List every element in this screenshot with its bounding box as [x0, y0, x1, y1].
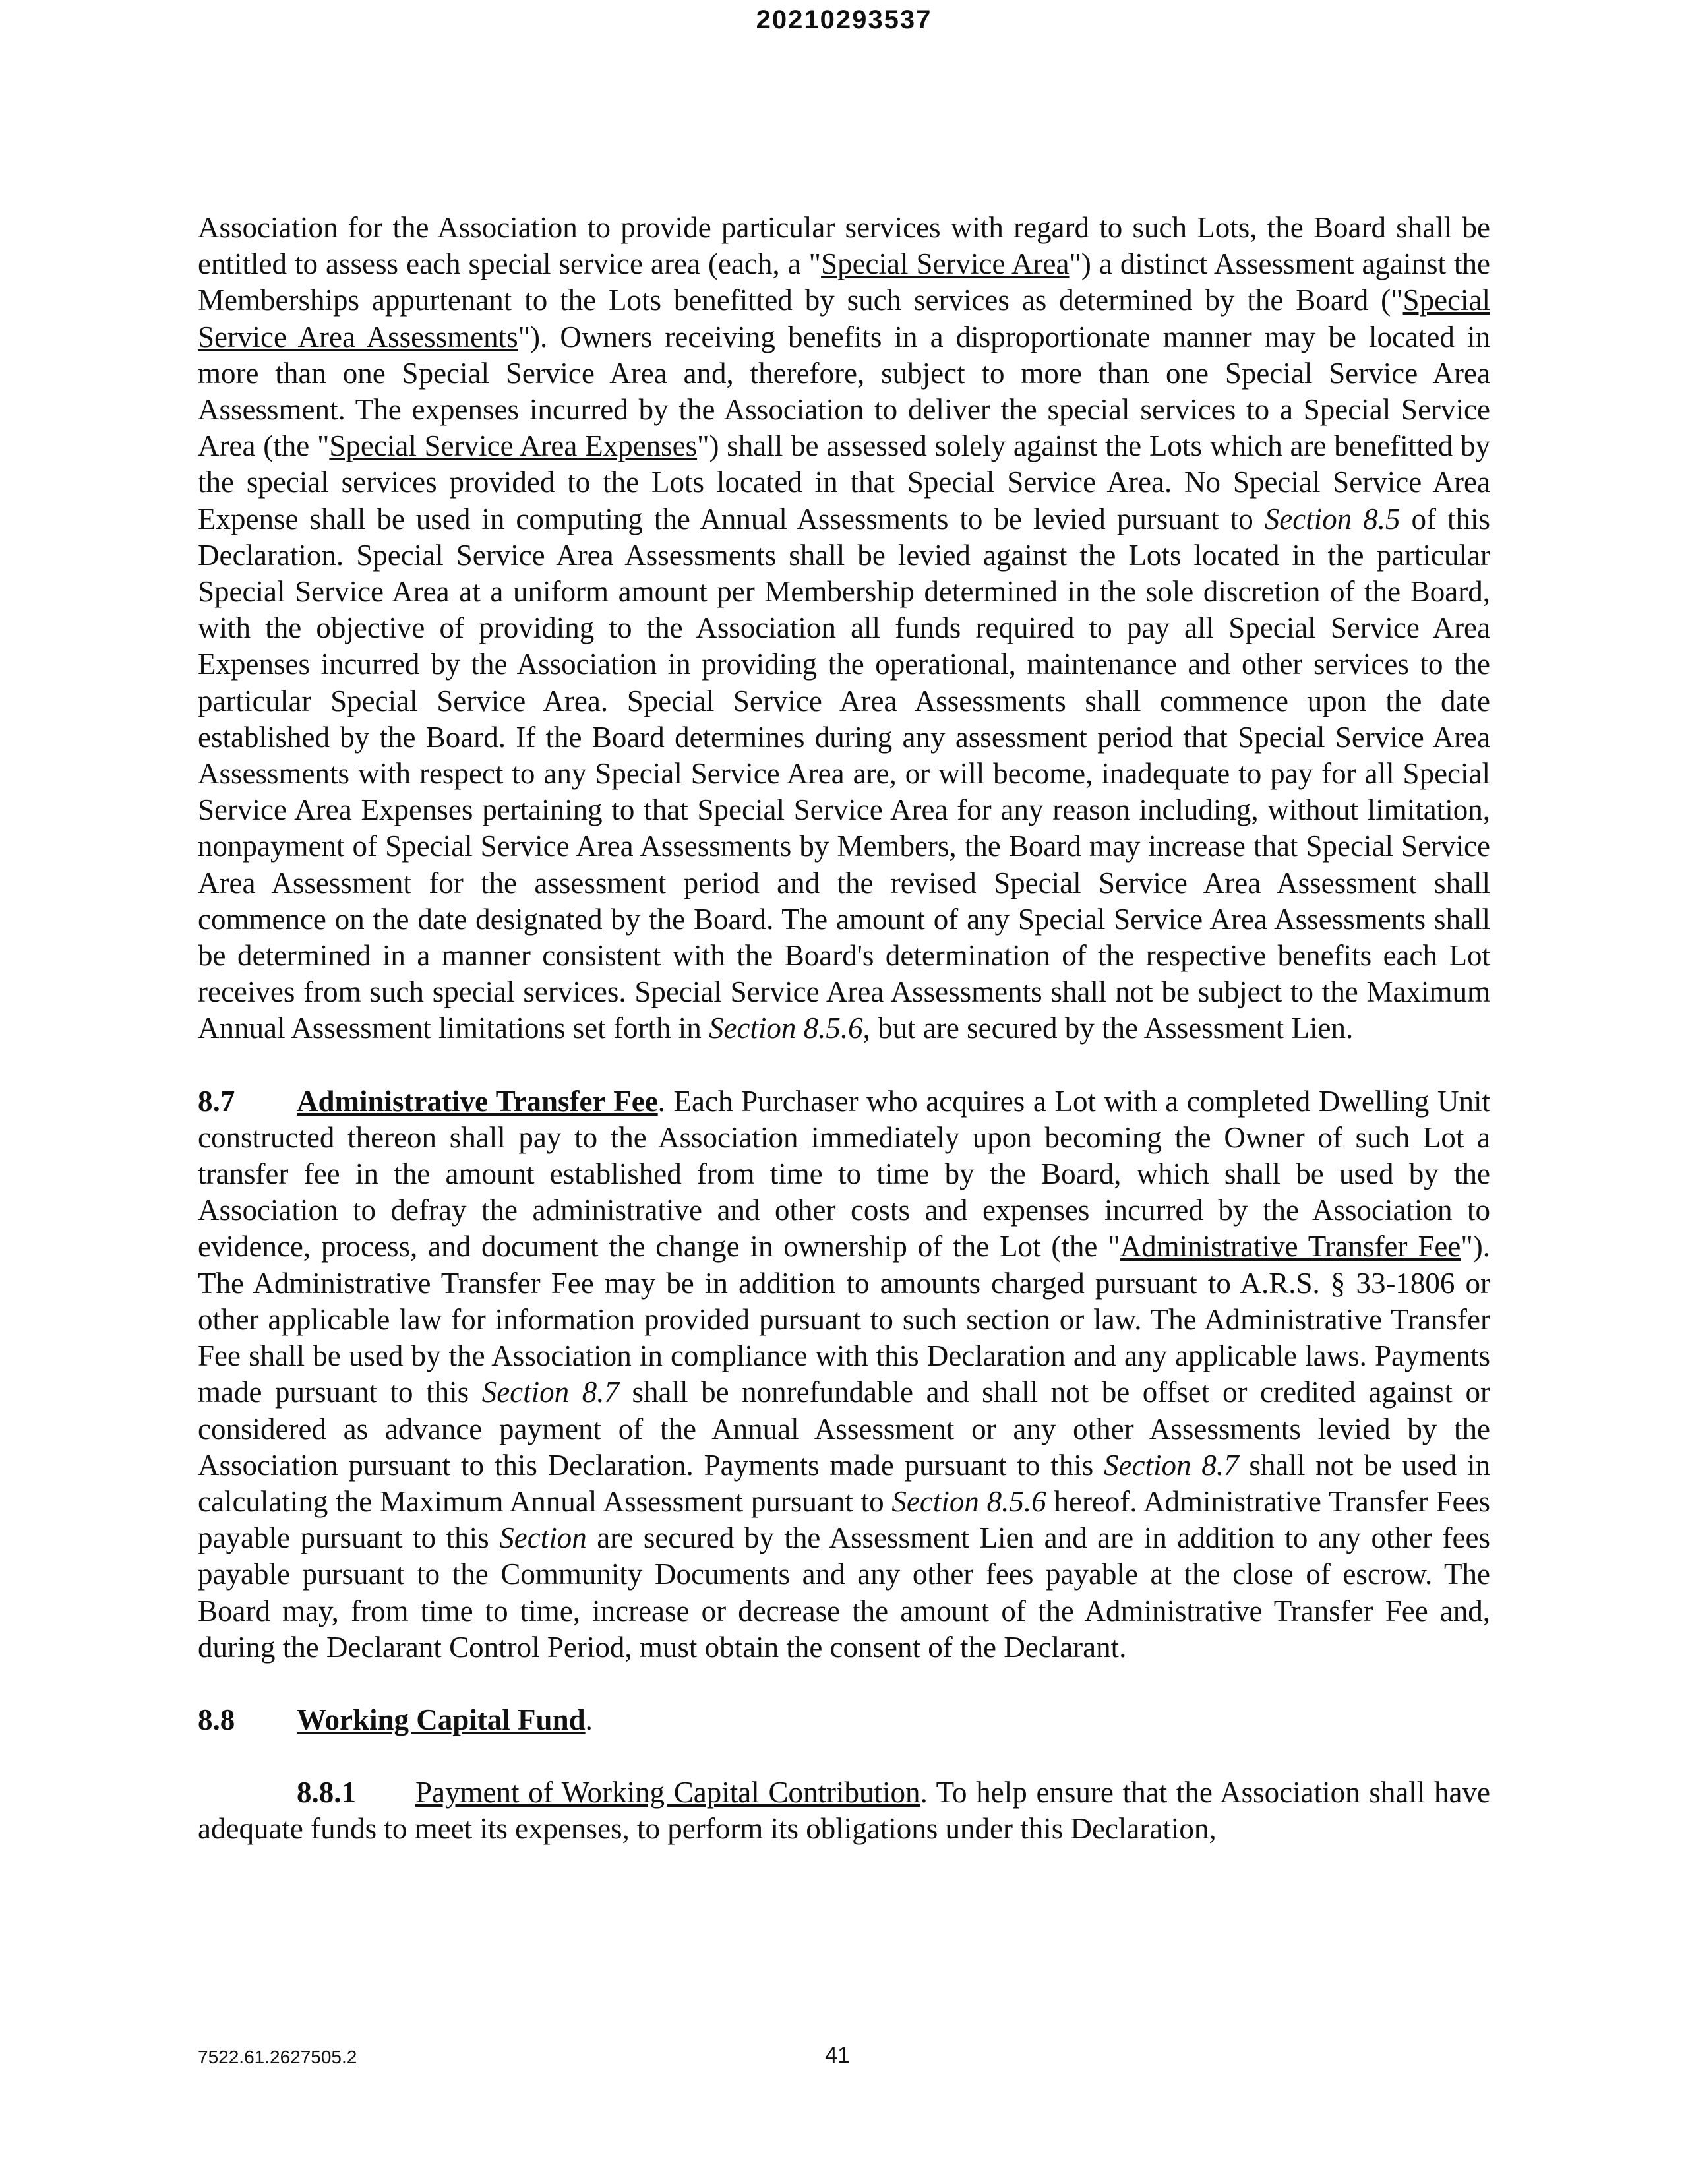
text-run: , but are secured by the Assessment Lien.	[862, 1012, 1354, 1045]
page-body	[198, 210, 1490, 1848]
section-title: Working Capital Fund	[297, 1703, 586, 1736]
section-8-8-working-capital-fund	[198, 1702, 1490, 1738]
section-reference: Section 8.5	[1264, 502, 1401, 535]
section-8-8-1-payment-of-working-capital-contribution	[198, 1774, 1490, 1847]
text-run: of this Declaration. Special Service Area Assessments shall be levied against the Lots located in the particular Special Service Area at a uniform amount per Membership determined in the sole discretion of the Board, with the objective of providing to the Association all funds required to pay all Special Service Area Expenses incurred by the Association in providing the operational, maintenance and other services to the particular Special Service Area. Special Service Area Assessments shall commence upon the date established by the Board. If the Board determines during any assessment period that Special Service Area Assessments with respect to any Special Service Area are, or will become, inadequate to pay for all Special Service Area Expenses pertaining to that Special Service Area for any reason including, without limitation, nonpayment of Special Service Area Assessments by Members, the Board may increase that Special Service Area Assessment for the assessment period and the revised Special Service Area Assessment shall commence on the date designated by the Board. The amount of any Special Service Area Assessments shall be determined in a manner consistent with the Board's determination of the respective benefits each Lot receives from such special services. Special Service Area Assessments shall not be subject to the Maximum Annual Assessment limitations set forth in	[198, 502, 1490, 1045]
text-run: Association for the Association to provide particular services with regard to such Lots, the Board shall be entitled to assess each special service area (each, a "	[198, 211, 1490, 281]
defined-term: Special Service Area	[821, 247, 1070, 281]
text-run: ") shall be assessed solely against the Lots which are benefitted by the special services provided to the Lots located in that Special Service Area. No Special Service Area Expense shall be used in computing the Annual Assessments to be levied pursuant to	[198, 429, 1490, 535]
text-run: shall not be used in calculating the Maximum Annual Assessment pursuant to	[198, 1448, 1490, 1518]
text-run: "). The Administrative Transfer Fee may be in addition to amounts charged pursuant to A.R.S. § 33-1806 or other applicable law for information provided pursuant to such section or law. The Administrative Transfer Fee shall be used by the Association in compliance with this Declaration and any applicable laws. Payments made pursuant to this	[198, 1230, 1490, 1409]
section-number: 8.8	[198, 1703, 235, 1736]
text-run: "). Owners receiving benefits in a disproportionate manner may be located in more than one Special Service Area and, therefore, subject to more than one Special Service Area Assessment. The expenses incurred by the Association to deliver the special services to a Special Service Area (the "	[198, 320, 1490, 463]
text-run: . Each Purchaser who acquires a Lot with a completed Dwelling Unit constructed thereon shall pay to the Association immediately upon becoming the Owner of such Lot a transfer fee in the amount established from time to time by the Board, which shall be used by the Association to defray the administrative and other costs and expenses incurred by the Association to evidence, process, and document the change in ownership of the Lot (the "	[198, 1084, 1491, 1263]
text-run: hereof. Administrative Transfer Fees payable pursuant to this	[198, 1484, 1490, 1555]
page-number: 41	[825, 2043, 850, 2068]
subsection-title: Payment of Working Capital Contribution	[415, 1776, 920, 1809]
text-run: are secured by the Assessment Lien and are in addition to any other fees payable pursuant to the Community Documents and any other fees payable at the close of escrow. The Board may, from time to time, increase or decrease the amount of the Administrative Transfer Fee and, during the Declarant Control Period, must obtain the consent of the Declarant.	[198, 1521, 1490, 1664]
section-reference: Section 8.5.6	[891, 1484, 1046, 1518]
section-reference: Section 8.7	[481, 1376, 619, 1409]
text-run: .	[585, 1703, 593, 1736]
section-reference: Section 8.7	[1104, 1448, 1239, 1482]
document-number: 20210293537	[756, 5, 932, 34]
subsection-number: 8.8.1	[297, 1776, 356, 1809]
text-run: . To help ensure that the Association shall have adequate funds to meet its expenses, to perform its obligations under this Declaration,	[198, 1776, 1490, 1846]
defined-term: Administrative Transfer Fee	[1120, 1230, 1461, 1263]
section-number: 8.7	[198, 1084, 235, 1118]
section-reference: Section	[499, 1521, 587, 1555]
text-run: ") a distinct Assessment against the Memberships appurtenant to the Lots benefitted by such services as determined by the Board ("	[198, 247, 1490, 317]
defined-term: Special Service Area Expenses	[329, 429, 698, 463]
text-run: shall be nonrefundable and shall not be offset or credited against or considered as advance payment of the Annual Assessment or any other Assessments levied by the Association pursuant to this Declaration. Payments made pursuant to this	[198, 1376, 1490, 1482]
footer-document-id: 7522.61.2627505.2	[198, 2047, 357, 2067]
section-reference: Section 8.5.6	[708, 1012, 863, 1045]
section-title: Administrative Transfer Fee	[297, 1084, 658, 1118]
paragraph-special-service-area	[198, 210, 1490, 1047]
section-8-7-administrative-transfer-fee	[198, 1083, 1490, 1666]
defined-term: Special Service Area Assessments	[198, 284, 1490, 353]
